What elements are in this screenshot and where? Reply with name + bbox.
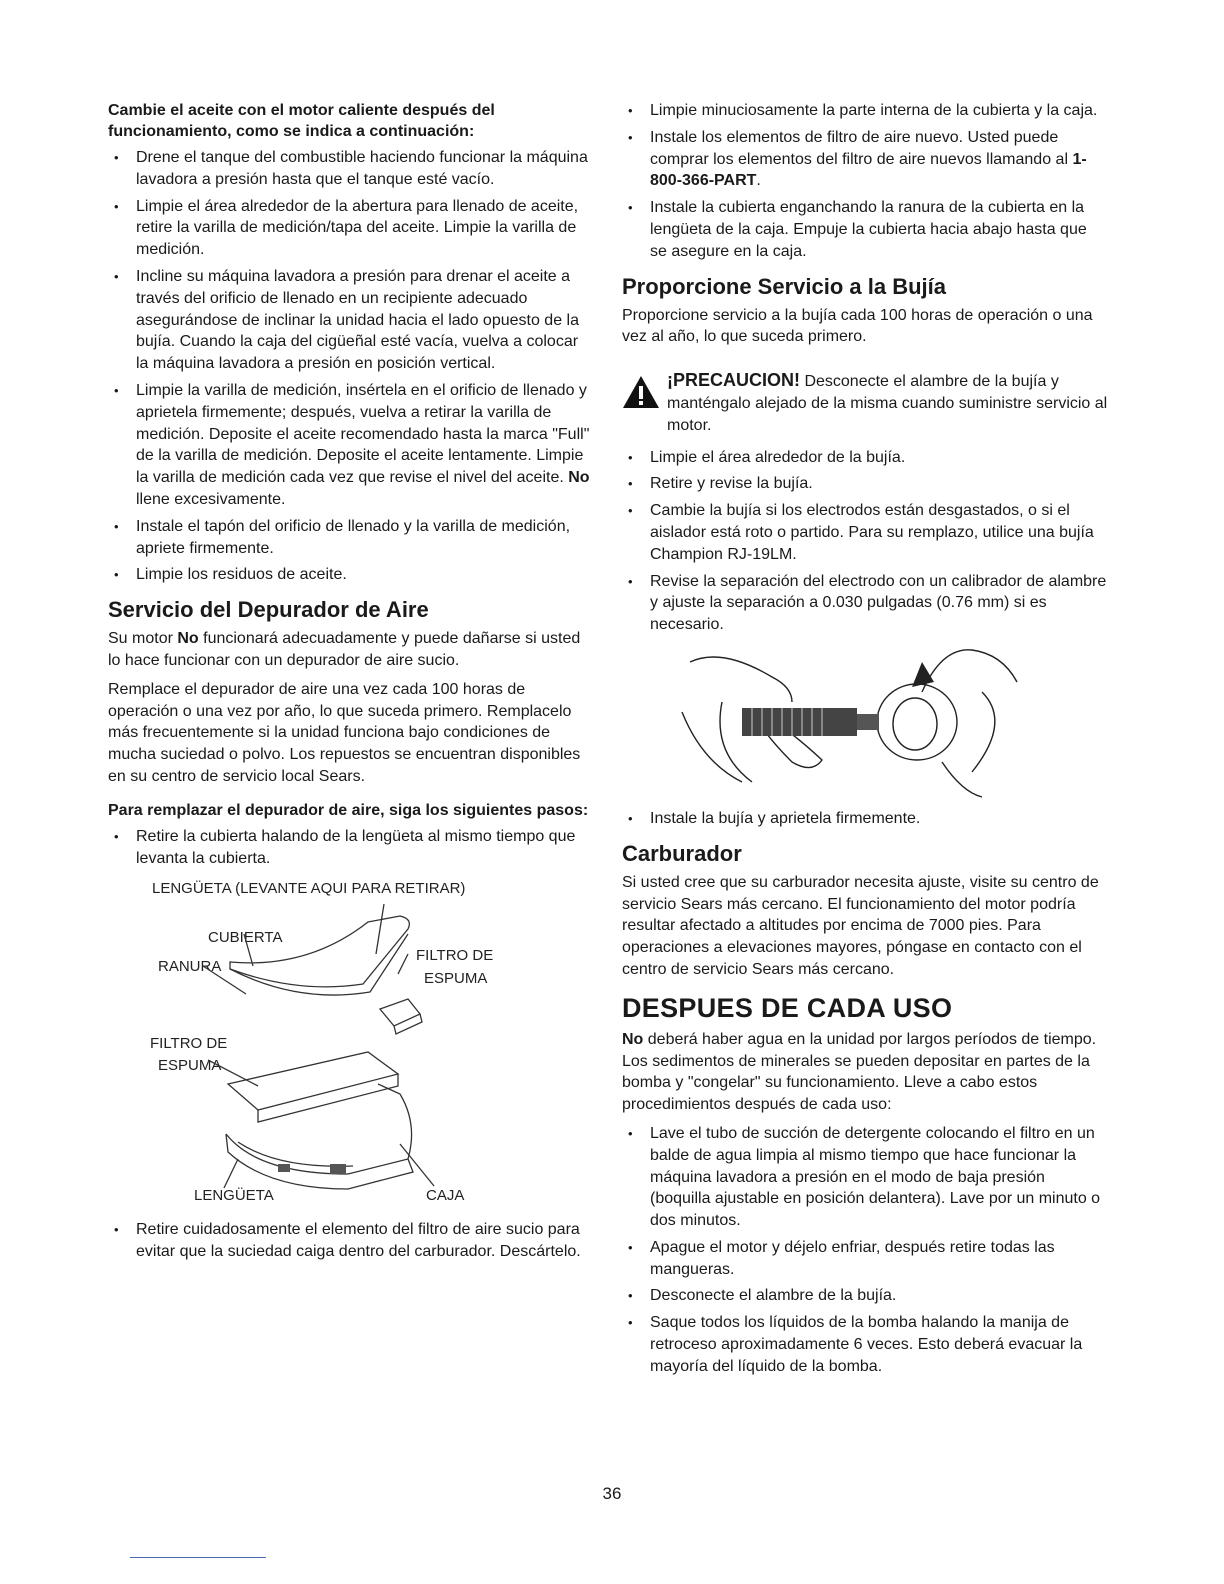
label-foam-top-1: FILTRO DE [416, 947, 494, 965]
list-item: • Desconecte el alambre de la bujía. [622, 1285, 1108, 1307]
caution-text: Desconecte el alambre de la bujía y manténgalo alejado de la misma cuando suministre servicio al motor. [667, 373, 1108, 434]
caution-label: ¡PRECAUCION! [667, 370, 800, 391]
filter-drawing [108, 874, 592, 1219]
oil-change-lead: Cambie el aceite con el motor caliente después del funcionamiento, como se indica a continuación: [108, 102, 495, 140]
spark-plug-drawing [622, 642, 1108, 802]
list-item: • Limpie minuciosamente la parte interna de la cubierta y la caja. [622, 100, 1108, 122]
label-cover: CUBIERTA [208, 929, 283, 947]
list-item: • Retire cuidadosamente el elemento del filtro de aire sucio para evitar que la suciedad caiga dentro del carburador. Descártelo. [108, 1219, 592, 1263]
air-cleaner-heading: Servicio del Depurador de Aire [108, 597, 429, 623]
label-tab: LENGÜETA [194, 1187, 274, 1205]
list-item: • Revise la separación del electrodo con un calibrador de alambre y ajuste la separación a 0.030 pulgadas (0.76 mm) si es necesario. [622, 571, 1108, 636]
spark-plug-final-step [622, 808, 1108, 830]
spark-plug-steps [622, 447, 1108, 636]
label-tab-lift: LENGÜETA (LEVANTE AQUI PARA RETIRAR) [152, 880, 466, 898]
list-item: • Retire la cubierta halando de la lengüeta al mismo tiempo que levanta la cubierta. [108, 826, 592, 870]
list-item: • Drene el tanque del combustible haciendo funcionar la máquina lavadora a presión hasta que el tanque esté vacío. [108, 147, 592, 191]
footnote-rule [130, 1557, 266, 1558]
list-item: • Instale los elementos de filtro de aire nuevo. Usted puede comprar los elementos del filtro de aire nuevos llamando al 1-800-366-PART. [622, 127, 1108, 192]
list-item: • Apague el motor y déjelo enfriar, después retire todas las mangueras. [622, 1237, 1108, 1281]
page-number: 36 [602, 1484, 622, 1503]
list-item: • Limpie los residuos de aceite. [108, 564, 592, 586]
list-item: • Limpie el área alrededor de la bujía. [622, 447, 1108, 469]
list-item: • Saque todos los líquidos de la bomba halando la manija de retroceso aproximadamente 6 veces. Esto deberá evacuar la mayoría del líquido de la bomba. [622, 1312, 1108, 1377]
air-cleaner-steps-lead: Para remplazar el depurador de aire, siga los siguientes pasos: [108, 801, 589, 819]
list-item: • Retire y revise la bujía. [622, 473, 1108, 495]
right-column [622, 100, 1108, 1383]
carburetor-heading: Carburador [622, 840, 742, 866]
air-cleaner-steps [108, 826, 592, 870]
list-item: • Instale el tapón del orificio de llenado y la varilla de medición, apriete firmemente. [108, 516, 592, 560]
after-each-use-steps [622, 1123, 1108, 1378]
list-item: • Limpie la varilla de medición, insértela en el orificio de llenado y aprietela firmemente; después, vuelva a retirar la varilla de medición. Deposite el aceite recomendado hasta la marca "Full" de la varilla de medición. Deposite el aceite lentamente. Limpie la varilla de medición cada vez que revise el nivel del aceite. No llene excesivamente. [108, 380, 592, 511]
label-foam-top-2: ESPUMA [424, 970, 488, 988]
air-filter-diagram [108, 874, 592, 1219]
spark-plug-gap-illustration [622, 642, 1108, 802]
air-cleaner-steps-continued [108, 1219, 592, 1263]
list-item: • Cambie la bujía si los electrodos están desgastados, o si el aislador está roto o partido. Para su remplazo, utilice una bujía Champion RJ-19LM. [622, 500, 1108, 565]
list-item: • Instale la bujía y aprietela firmemente. [622, 808, 1108, 830]
air-cleaner-final-steps [622, 100, 1108, 263]
oil-change-steps [108, 147, 592, 586]
carburetor-text: Si usted cree que su carburador necesita ajuste, visite su centro de servicio Sears más cercano. El funcionamiento del motor podría resultar afectado a altitudes por encima de 7000 pies. Para operaciones a elevaciones mayores, póngase en contacto con el centro de servicio Sears más cercano. [622, 873, 1099, 978]
spark-plug-intro: Proporcione servicio a la bujía cada 100 horas de operación o una vez al año, lo que suceda primero. [622, 306, 1093, 346]
left-column [108, 100, 592, 1268]
label-slot: RANURA [158, 958, 222, 976]
caution-notice [622, 370, 1108, 436]
list-item: • Limpie el área alrededor de la abertura para llenado de aceite, retire la varilla de medición/tapa del aceite. Limpie la varilla de medición. [108, 196, 592, 261]
label-foam-left-1: FILTRO DE [150, 1035, 228, 1053]
list-item: • Lave el tubo de succión de detergente colocando el filtro en un balde de agua limpia al mismo tiempo que hace funcionar la máquina lavadora a presión en el modo de baja presión (boquilla ajustable en posición delantera). Lave por un minuto o dos minutos. [622, 1123, 1108, 1232]
label-case: CAJA [426, 1187, 465, 1205]
warning-icon [622, 375, 660, 409]
after-each-use-intro: No deberá haber agua en la unidad por largos períodos de tiempo. Los sedimentos de minerales se pueden depositar en partes de la bomba y "congelar" su funcionamiento. Lleve a cabo estos procedimientos después de cada uso: [622, 1030, 1097, 1114]
list-item: • Instale la cubierta enganchando la ranura de la cubierta en la lengüeta de la caja. Empuje la cubierta hacia abajo hasta que se asegure en la caja. [622, 197, 1108, 262]
air-cleaner-intro: Su motor No funcionará adecuadamente y puede dañarse si usted lo hace funcionar con un depurador de aire sucio. [108, 630, 581, 669]
after-each-use-heading: DESPUES DE CADA USO [622, 992, 953, 1023]
label-foam-left-2: ESPUMA [158, 1057, 222, 1075]
air-cleaner-schedule: Remplace el depurador de aire una vez cada 100 horas de operación o una vez por año, lo que suceda primero. Remplacelo más frecuentemente si la unidad funciona bajo condiciones de mucha suciedad o polvo. Los repuestos se encuentran disponibles en su centro de servicio local Sears. [108, 680, 581, 785]
list-item: • Incline su máquina lavadora a presión para drenar el aceite a través del orificio de llenado en un recipiente adecuado asegurándose de inclinar la unidad hacia el lado opuesto de la bujía. Cuando la caja del cigüeñal esté vacía, vuelva a colocar la máquina lavadora a presión en posición vertical. [108, 266, 592, 375]
spark-plug-heading: Proporcione Servicio a la Bujía [622, 273, 946, 299]
